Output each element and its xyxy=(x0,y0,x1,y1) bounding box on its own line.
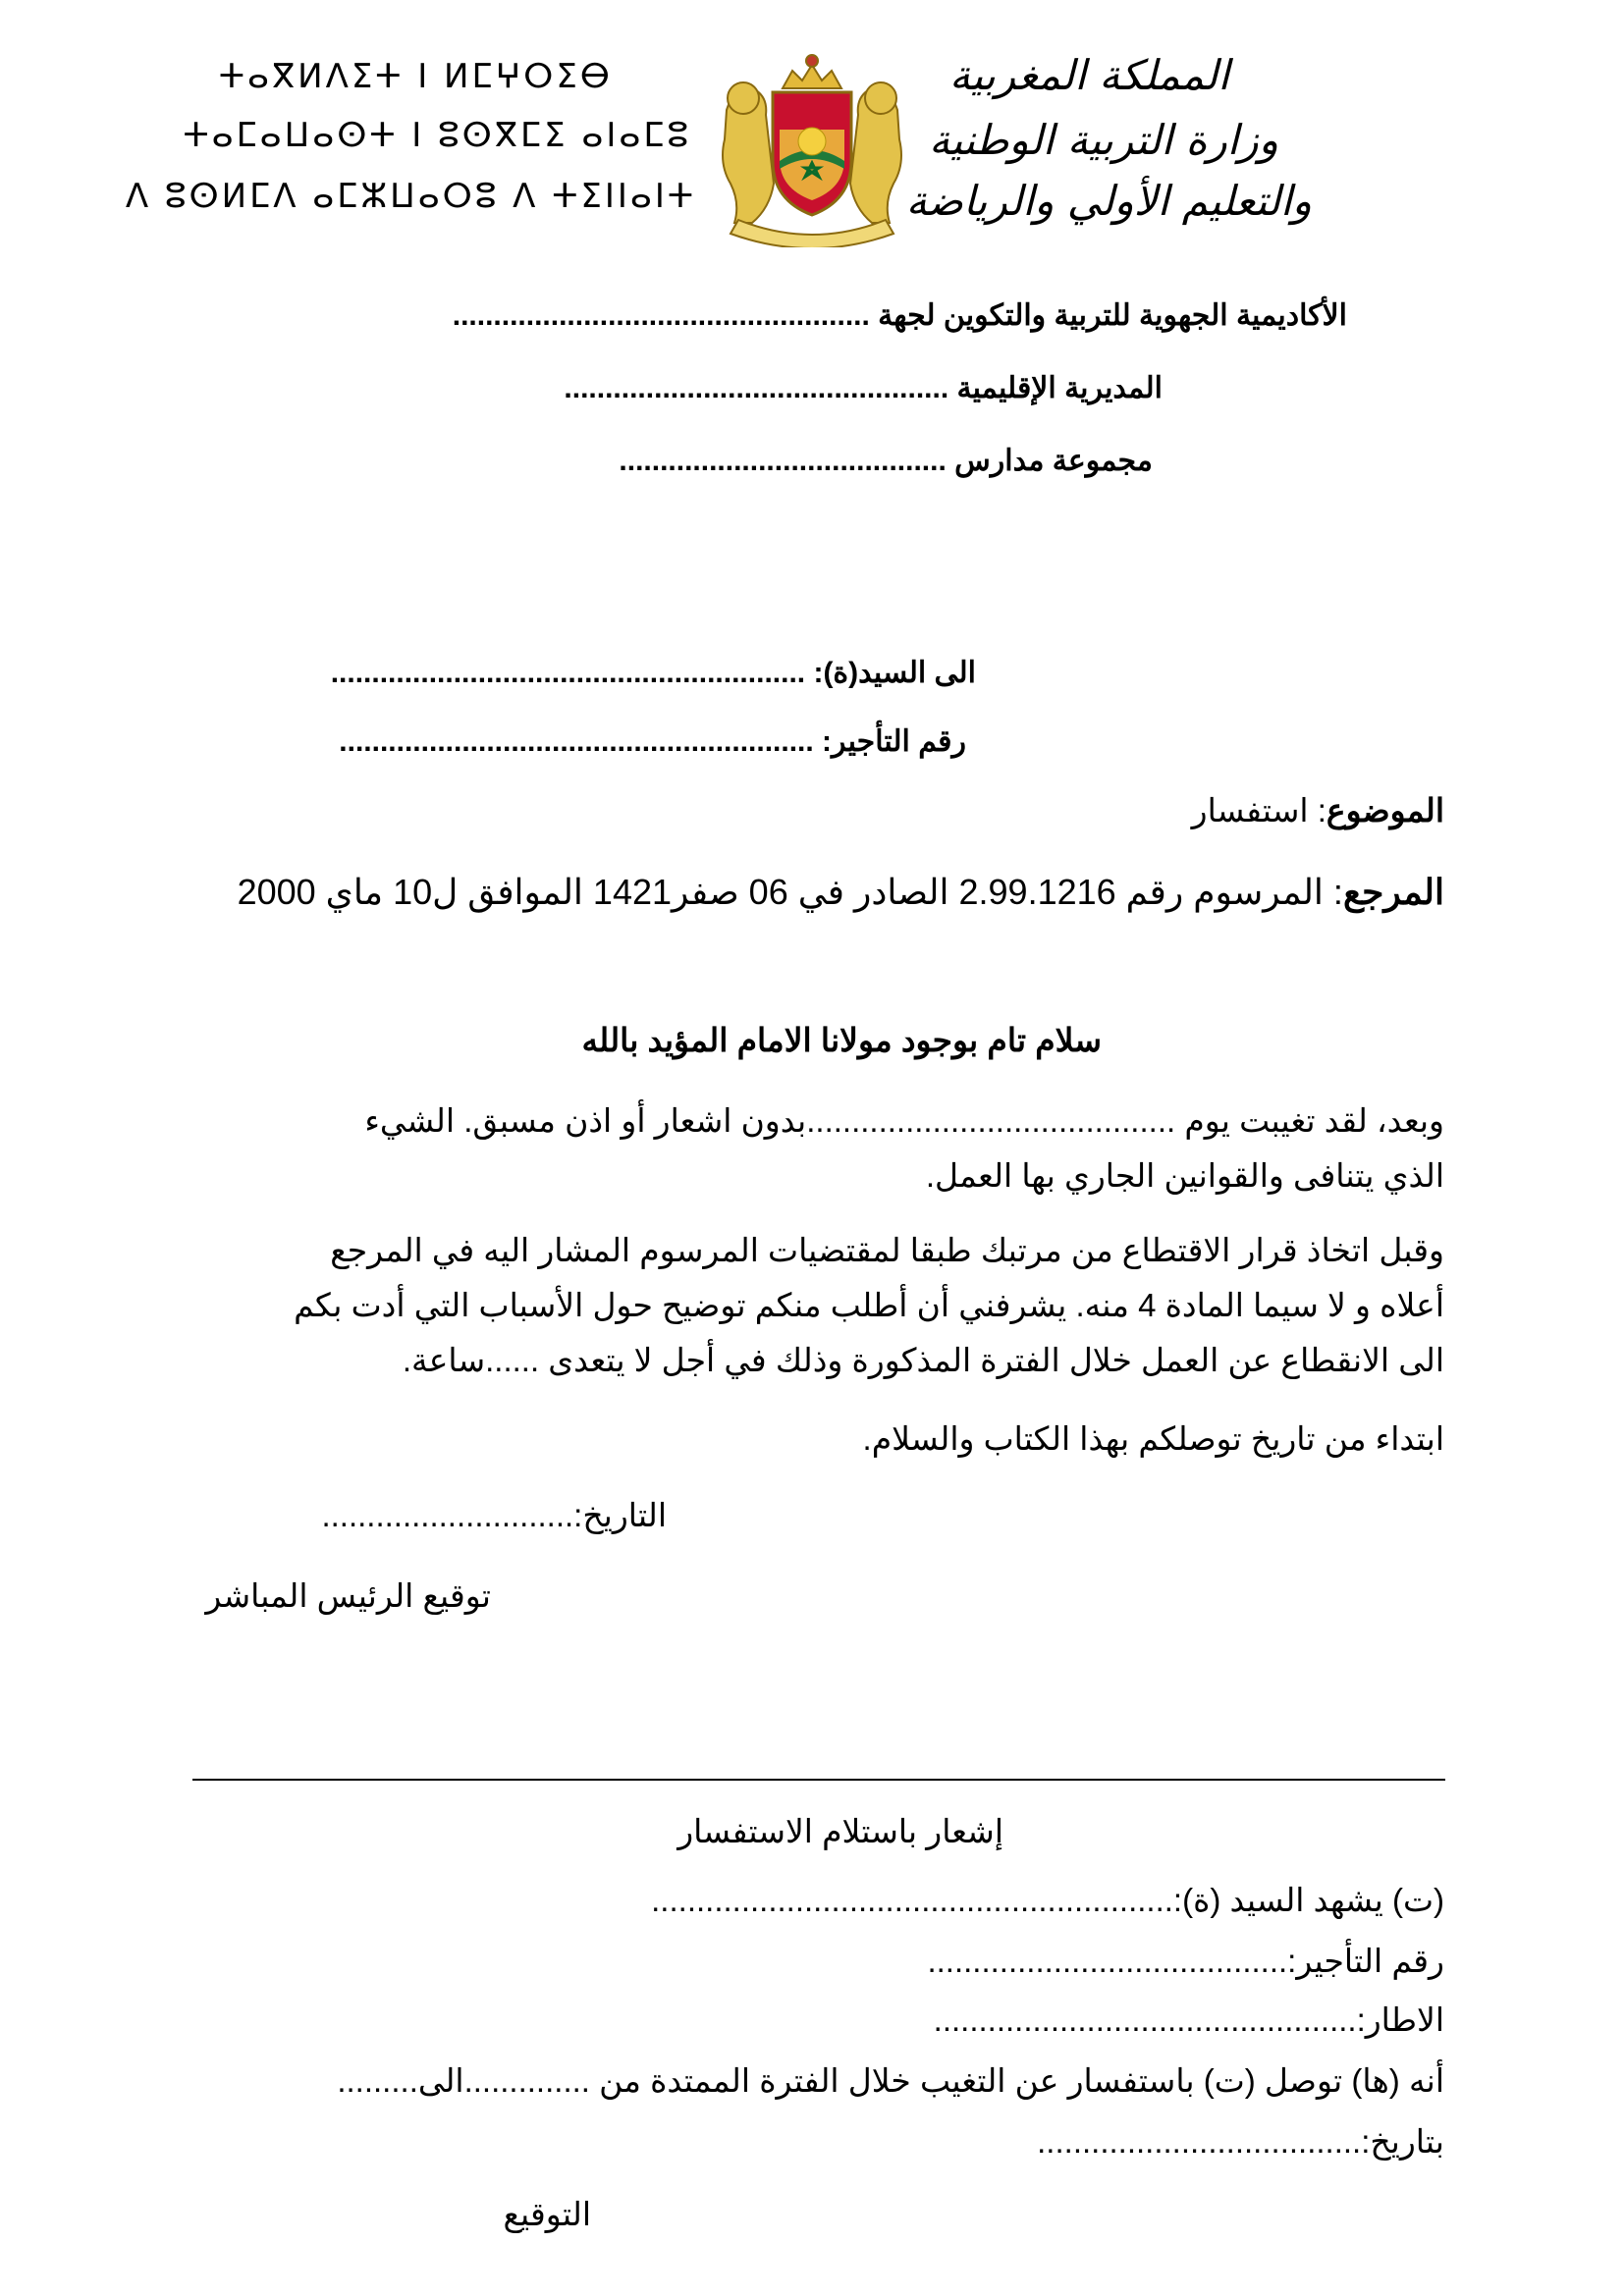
moroccan-coat-of-arms xyxy=(709,51,915,247)
recipient-payroll: رقم التأجير: .......................................................... xyxy=(339,725,966,758)
ministry-subtitle: والتعليم الأولي والرياضة xyxy=(905,177,1312,225)
ministry-title: وزارة التربية الوطنية xyxy=(929,116,1278,164)
signature-label: توقيع الرئيس المباشر xyxy=(205,1577,491,1614)
reference-label: المرجع xyxy=(1342,872,1444,912)
receipt-payroll: رقم التأجير:........................................ xyxy=(927,1943,1444,1979)
subject-label: الموضوع xyxy=(1326,792,1444,828)
paragraph-1-line-2: الذي يتنافى والقوانين الجاري بها العمل. xyxy=(925,1157,1444,1194)
directorate-line: المديرية الإقليمية ............................................... xyxy=(564,372,1163,404)
paragraph-2-line-1: وقبل اتخاذ قرار الاقتطاع من مرتبك طبقا لمقتضيات المرسوم المشار اليه في المرجع xyxy=(330,1232,1444,1268)
tifinagh-line-1: ⵜⴰⴳⵍⴷⵉⵜ ⵏ ⵍⵎⵖⵔⵉⴱ xyxy=(218,57,613,96)
tifinagh-line-3: ⴷ ⵓⵙⵍⵎⴷ ⴰⵎⵣⵡⴰⵔⵓ ⴷ ⵜⵉⵏⵏⴰⵏⵜ xyxy=(125,177,696,216)
reference-value: : المرسوم رقم 2.99.1216 الصادر في 06 صفر1421 الموافق ل10 ماي 2000 xyxy=(237,872,1343,912)
recipient-to: الى السيد(ة): .......................................................... xyxy=(330,657,976,689)
subject-line xyxy=(1192,791,1444,829)
section-divider xyxy=(192,1779,1445,1781)
paragraph-1-line-1: وبعد، لقد تغيبت يوم .........................................بدون اشعار أو اذن مسبق. الشيء xyxy=(364,1102,1444,1139)
receipt-witness: (ت) يشهد السيد (ة):.......................................................... xyxy=(651,1882,1444,1918)
reference-line xyxy=(238,872,1444,913)
paragraph-2-line-2: أعلاه و لا سيما المادة 4 منه. يشرفني أن أطلب منكم توضيح حول الأسباب التي أدت بكم xyxy=(294,1287,1444,1323)
receipt-cadre: الاطار:............................................... xyxy=(933,2002,1444,2038)
school-group-line: مجموعة مدارس ........................................ xyxy=(619,445,1153,477)
paragraph-3: ابتداء من تاريخ توصلكم بهذا الكتاب والسلام. xyxy=(862,1420,1444,1457)
tifinagh-line-2: ⵜⴰⵎⴰⵡⴰⵙⵜ ⵏ ⵓⵙⴳⵎⵉ ⴰⵏⴰⵎⵓ xyxy=(183,116,691,155)
receipt-title: إشعار باستلام الاستفسار xyxy=(677,1813,1003,1849)
receipt-date: بتاريخ:.................................... xyxy=(1037,2123,1444,2160)
paragraph-2-line-3: الى الانقطاع عن العمل خلال الفترة المذكورة وذلك في أجل لا يتعدى ......ساعة. xyxy=(402,1342,1444,1378)
academy-line: الأكاديمية الجهوية للتربية والتكوين لجهة ................................................... xyxy=(452,299,1347,332)
receipt-signature: التوقيع xyxy=(503,2196,591,2232)
date-line: التاريخ:............................ xyxy=(321,1497,667,1533)
receipt-received: أنه (ها) توصل (ت) باستفسار عن التغيب خلال الفترة الممتدة من ..............الى......... xyxy=(337,2062,1444,2099)
subject-value: : استفسار xyxy=(1191,792,1326,828)
salutation: سلام تام بوجود مولانا الامام المؤيد بالله xyxy=(581,1022,1102,1058)
kingdom-title: المملكة المغربية xyxy=(948,51,1229,99)
